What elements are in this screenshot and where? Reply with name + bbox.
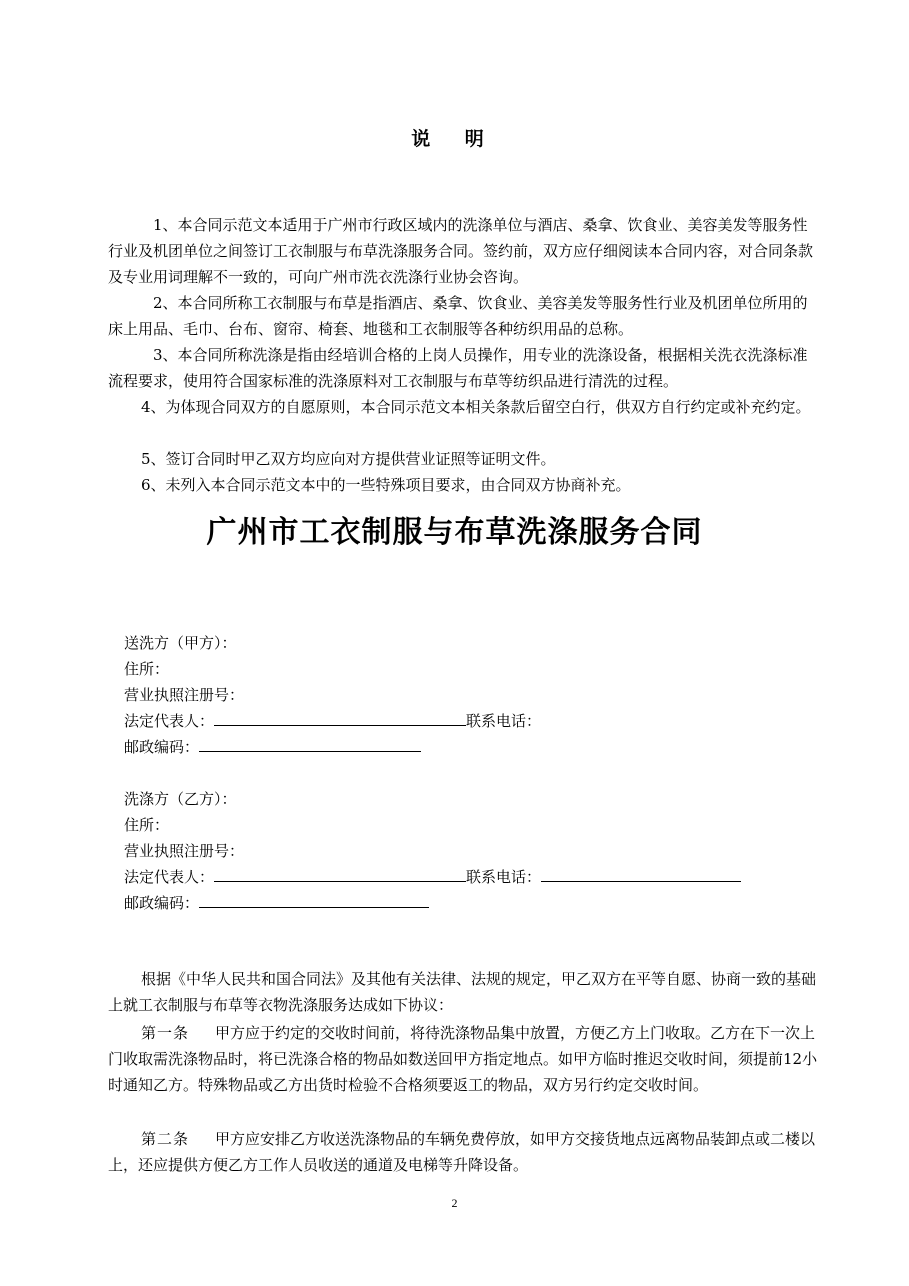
article-2-text: 甲方应安排乙方收送洗涤物品的车辆免费停放，如甲方交接货地点远离物品装卸点或二楼以上，还应提供方便乙方工作人员收送的通道及电梯等升降设备。 (108, 1130, 816, 1174)
party-b-postcode-row (124, 890, 429, 916)
party-a-postcode-row (124, 734, 421, 760)
party-a-postcode-label: 邮政编码： (124, 738, 200, 756)
party-a-label: 送洗方（甲方）： (124, 634, 237, 652)
party-a-rep-row (124, 708, 541, 734)
explanation-item-2: 2、本合同所称工衣制服与布草是指酒店、桑拿、饮食业、美容美发等服务性行业及机团单位所用的床上用品、毛巾、台布、窗帘、椅套、地毯和工衣制服等各种纺织用品的总称。 (108, 294, 808, 338)
article-1 (108, 1020, 822, 1098)
party-b-postcode-blank (199, 891, 429, 908)
article-2 (108, 1126, 822, 1178)
party-b-rep-label: 法定代表人： (124, 868, 215, 886)
explanation-item-1: 1、本合同示范文本适用于广州市行政区域内的洗涤单位与酒店、桑拿、饮食业、美容美发等服务性行业及机团单位之间签订工衣制服与布草洗涤服务合同。签约前，双方应仔细阅读本合同内容，对合同条款及专业用词理解不一致的，可向广州市洗衣洗涤行业协会咨询。 (108, 216, 814, 286)
party-a-tel-label: 联系电话： (466, 712, 542, 730)
party-b-postcode-label: 邮政编码： (124, 894, 200, 912)
explanation-item-4: 4、为体现合同双方的自愿原则，本合同示范文本相关条款后留空白行，供双方自行约定或补充约定。 (141, 398, 811, 416)
party-a-license: 营业执照注册号： (124, 686, 245, 704)
party-a-rep-label: 法定代表人： (124, 712, 215, 730)
party-b-tel-blank (541, 865, 741, 882)
article-1-label: 第一条 (141, 1024, 190, 1042)
article-1-text: 甲方应于约定的交收时间前，将待洗涤物品集中放置，方便乙方上门收取。乙方在下一次上门收取需洗涤物品时，将已洗涤合格的物品如数送回甲方指定地点。如甲方临时推迟交收时间，须提前12小时通知乙方。特殊物品或乙方出货时检验不合格须要返工的物品，双方另行约定交收时间。 (108, 1024, 818, 1094)
party-b-label: 洗涤方（乙方）： (124, 790, 237, 808)
explanation-item-6: 6、未列入本合同示范文本中的一些特殊项目要求，由合同双方协商补充。 (141, 476, 631, 494)
explanation-title: 说 明 (411, 128, 498, 150)
explanation-item-5: 5、签订合同时甲乙双方均应向对方提供营业证照等证明文件。 (141, 450, 556, 468)
party-b-tel-label: 联系电话： (466, 868, 542, 886)
party-a-postcode-blank (199, 735, 421, 752)
party-b-rep-blank (214, 865, 466, 882)
party-b-license: 营业执照注册号： (124, 842, 245, 860)
article-2-label: 第二条 (141, 1130, 190, 1148)
page-number: 2 (451, 1196, 458, 1210)
contract-preamble: 根据《中华人民共和国合同法》及其他有关法律、法规的规定，甲乙双方在平等自愿、协商一致的基础上就工衣制服与布草等衣物洗涤服务达成如下协议： (108, 970, 817, 1014)
party-b-address: 住所： (124, 816, 170, 834)
party-b-rep-row (124, 864, 741, 890)
explanation-item-3: 3、本合同所称洗涤是指由经培训合格的上岗人员操作，用专业的洗涤设备，根据相关洗衣洗涤标准流程要求，使用符合国家标准的洗涤原料对工衣制服与布草等纺织品进行清洗的过程。 (108, 346, 808, 390)
party-a-address: 住所： (124, 660, 170, 678)
contract-title: 广州市工衣制服与布草洗涤服务合同 (206, 515, 703, 550)
party-a-rep-blank (214, 709, 466, 726)
